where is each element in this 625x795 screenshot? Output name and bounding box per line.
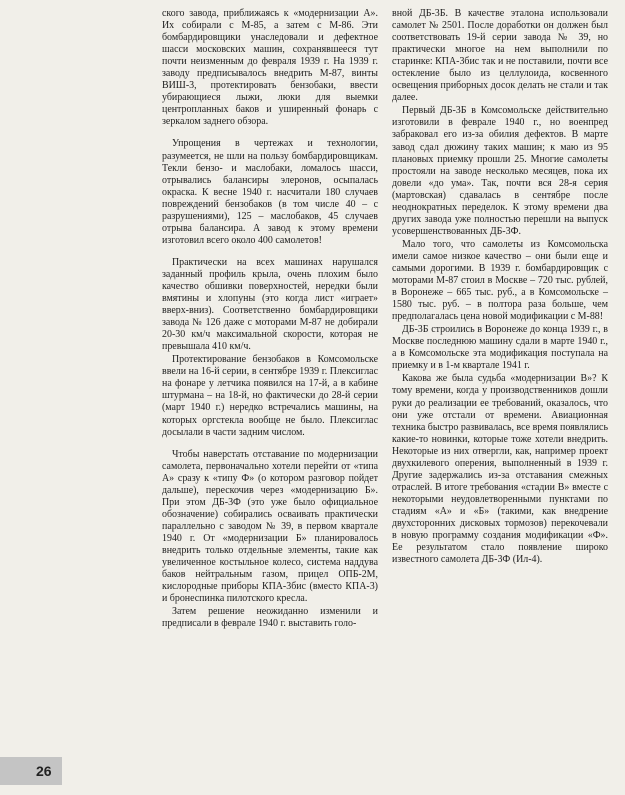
page-number: 26	[36, 763, 52, 779]
paragraph: Протектирование бензобаков в Комсомольске ввели на 16-й серии, в сентябре 1939 г. Плексиглас на фонаре у летчика появился на 17-й, а в кабине штурмана – на 18-й, но фактически до 28-й серии (март 1940 г.) нередко встречались машины, на которых оргстекла вообще не было. Плексиглас досылали в части задним числом.	[162, 354, 378, 438]
paragraph: ДБ-3Б строились в Воронеже до конца 1939 г., в Москве последнюю машину сдали в марте 1940 г., а в Комсомольске эта модификация поступала на приемку и в 1-м квартале 1941 г.	[392, 324, 608, 372]
paragraph: Упрощения в чертежах и технологии, разумеется, не шли на пользу бомбардировщикам. Текли бензо- и маслобаки, ломалось шасси, отрывались балансиры элеронов, осыпалась окраска. К весне 1940 г. насчитали 180 случаев повреждений бензобаков (в том числе 40 – с разрушениями), 125 – маслобаков, 45 случаев отрыва балансира. А завод к этому времени изготовил всего около 400 самолетов!	[162, 138, 378, 246]
right-text-column	[392, 8, 608, 566]
paragraph: Какова же была судьба «модернизации В»? К тому времени, когда у производственников дошли руки до реализации ее требований, оказалось, что они уже отстали от времени. Авиационная техника быстро развивалась, все время появлялись какие-то новинки, которые тоже хотели внедрить. Некоторые из них отвергли, как, например проект двухкилевого оперения, выполненный в 1939 г. Другие задержались из-за отставания смежных отраслей. В итоге требования «стадии В» вместе с некоторыми неудовлетворенными пунктами по стадиям «А» и «Б» (такими, как внедрение двухсторонних дисковых тормозов) перекочевали в новую программу создания модификации «Ф». Ее результатом стало появление широко известного самолета ДБ-3Ф (Ил-4).	[392, 373, 608, 566]
paragraph: Затем решение неожиданно изменили и предписали в феврале 1940 г. выставить голо-	[162, 606, 378, 630]
left-text-column	[162, 8, 378, 630]
paragraph: Практически на всех машинах нарушался заданный профиль крыла, очень плохим было качество обшивки поверхностей, нередки были вмятины и хлопуны (это когда лист «играет» вверх-вниз). Соответственно бомбардировщики завода № 126 даже с моторами М-87 не добирали 20-30 км/ч максимальной скорости, которая не превышала 410 км/ч.	[162, 256, 378, 353]
page-number-background	[0, 757, 62, 785]
paragraph: ского завода, приближаясь к «модернизации А». Их собирали с М-85, а затем с М-86. Эти бомбардировщики унаследовали и дефектное шасси московских машин, сохранявшееся тут почти неизменным до февраля 1939 г. На 1939 г. заводу предписывалось внедрить М-87, винты ВИШ-3, протектировать бензобаки, ввести убирающиеся лыжи, люки для выемки центропланных баков и уширенный фонарь с зеркалом заднего обзора.	[162, 8, 378, 128]
paragraph: Первый ДБ-3Б в Комсомольске действительно изготовили в феврале 1940 г., но военпред забраковал его из-за обилия дефектов. В марте завод сдал дюжину таких машин; к маю из 95 плановых приемку прошли 25. Многие самолеты простояли на заводе несколько месяцев, пока их довели «до ума». Так, почти вся 28-я серия (мартовская) сдавалась в сентябре после неоднократных переделок. К этому времени два других завода уже полностью перешли на выпуск усовершенствованных ДБ-3Ф.	[392, 105, 608, 237]
paragraph: вной ДБ-3Б. В качестве эталона использовали самолет № 2501. После доработки он должен был соответствовать 19-й серии завода № 39, но практически многое на нем выполнили по старинке: КПА-3бис так и не поставили, почти все остекление было из целлулоида, косвенного освещения приборных досок делать не стали и так далее.	[392, 8, 608, 104]
paragraph: Мало того, что самолеты из Комсомольска имели самое низкое качество – они были еще и самыми дорогими. В 1939 г. бомбардировщик с моторами М-87 стоил в Москве – 720 тыс. рублей, в Воронеже – 665 тыс. руб., а в Комсомольске – 1580 тыс. руб. – в полтора раза больше, чем предполагалась цена новой модификации с М-88!	[392, 238, 608, 323]
paragraph: Чтобы наверстать отставание по модернизации самолета, первоначально хотели перейти от «типа А» сразу к «типу Ф» (о котором разговор пойдет дальше), перескочив через «модернизацию Б». При этом ДБ-3Ф (это уже было официальное обозначение) собирались осваивать практически параллельно с заводом № 39, в первом квартале 1940 г. От «модернизации Б» планировалось внедрить только отдельные элементы, такие как увеличенное костыльное колесо, система наддува баков нейтральным газом, прицел ОПБ-2М, кислородные приборы КПА-3бис (вместо КПА-3) и бронеспинка пилотского кресла.	[162, 448, 378, 605]
